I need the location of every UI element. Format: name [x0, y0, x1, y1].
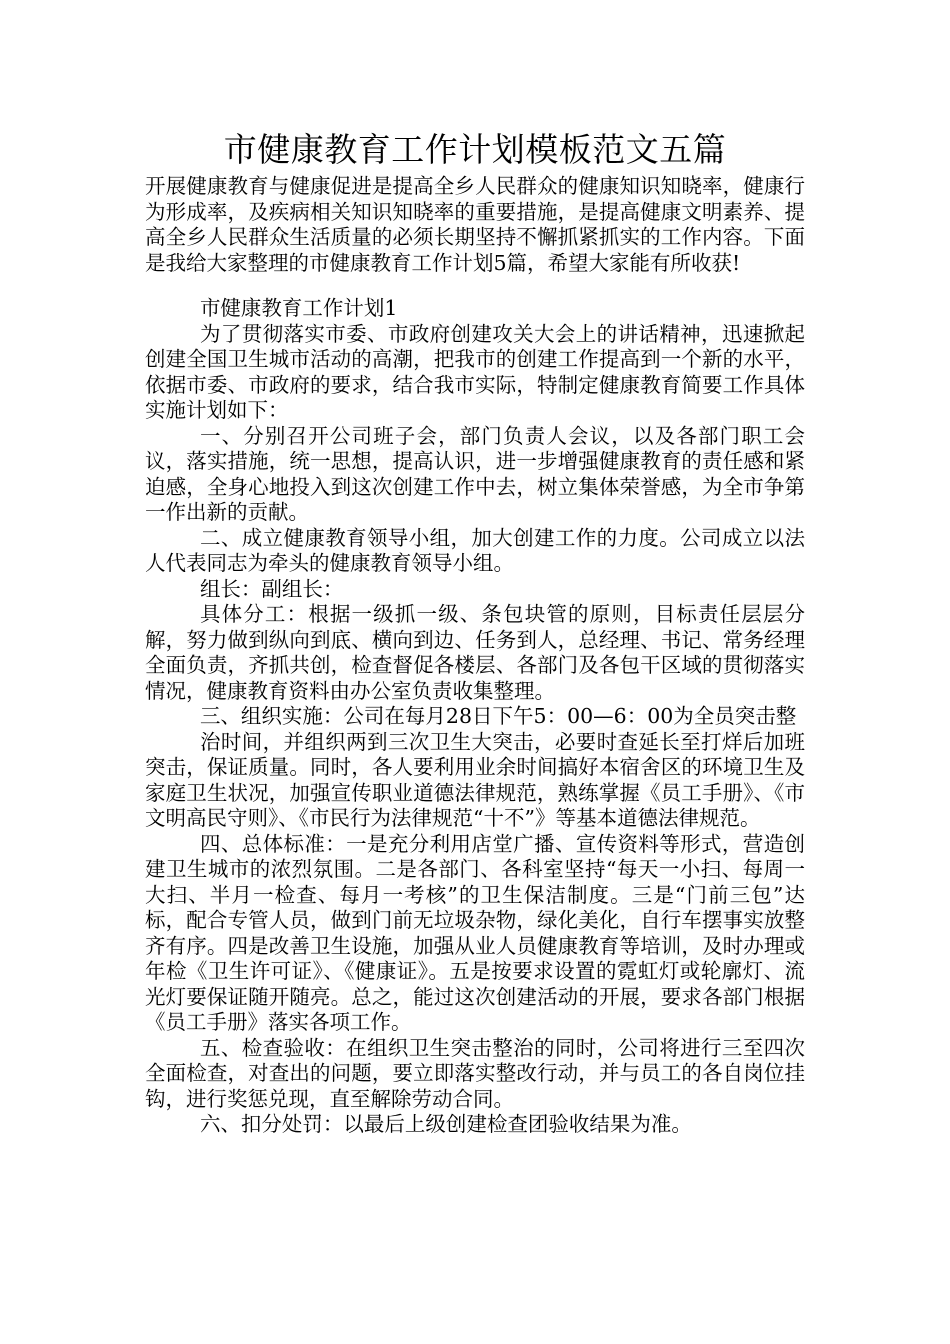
- body-paragraph: 二、成立健康教育领导小组，加大创建工作的力度。公司成立以法人代表同志为牵头的健康教育领导小组。: [145, 525, 805, 575]
- section-heading: 市健康教育工作计划1: [199, 296, 398, 320]
- body-paragraph: 五、检查验收：在组织卫生突击整治的同时，公司将进行三至四次全面检查，对查出的问题，要立即落实整改行动，并与员工的各自岗位挂钩，进行奖惩兑现，直至解除劳动合同。: [145, 1035, 805, 1111]
- body-paragraph: 一、分别召开公司班子会，部门负责人会议，以及各部门职工会议，落实措施，统一思想，提高认识，进一步增强健康教育的责任感和紧迫感，全身心地投入到这次创建工作中去，树立集体荣誉感，为全市争第一作出新的贡献。: [145, 423, 805, 524]
- body-paragraph: 具体分工：根据一级抓一级、条包块管的原则，目标责任层层分解，努力做到纵向到底、横向到边、任务到人，总经理、书记、常务经理全面负责，齐抓共创，检查督促各楼层、各部门及各包干区域的贯彻落实情况，健康教育资料由办公室负责收集整理。: [145, 602, 805, 703]
- intro-paragraph: 开展健康教育与健康促进是提高全乡人民群众的健康知识知晓率，健康行为形成率，及疾病相关知识知晓率的重要措施，是提高健康文明素养、提高全乡人民群众生活质量的必须长期坚持不懈抓紧抓实的工作内容。下面是我给大家整理的市健康教育工作计划5篇，希望大家能有所收获!: [145, 174, 805, 275]
- body-paragraph: 四、总体标准：一是充分利用店堂广播、宣传资料等形式，营造创建卫生城市的浓烈氛围。二是各部门、各科室坚持“每天一小扫、每周一大扫、半月一检查、每月一考核”的卫生保洁制度。三是“门前三包”达标，配合专管人员，做到门前无垃圾杂物，绿化美化，自行车摆事实放整齐有序。四是改善卫生设施，加强从业人员健康教育等培训，及时办理或年检《卫生许可证》、《健康证》。五是按要求设置的霓虹灯或轮廓灯、流光灯要保证随开随亮。总之，能过这次创建活动的开展，要求各部门根据《员工手册》落实各项工作。: [145, 831, 805, 1034]
- body-paragraph: 三、组织实施：公司在每月28日下午5：00—6：00为全员突击整: [199, 704, 797, 728]
- document-title: 市健康教育工作计划模板范文五篇: [223, 130, 727, 169]
- body-paragraph: 治时间，并组织两到三次卫生大突击，必要时查延长至打烊后加班突击，保证质量。同时，各人要利用业余时间搞好本宿舍区的环境卫生及家庭卫生状况，加强宣传职业道德法律规范，熟练掌握《员工手册》、《市文明高民守则》、《市民行为法律规范“十不”》等基本道德法律规范。: [145, 729, 805, 830]
- body-paragraph: 为了贯彻落实市委、市政府创建攻关大会上的讲话精神，迅速掀起创建全国卫生城市活动的高潮，把我市的创建工作提高到一个新的水平，依据市委、市政府的要求，结合我市实际，特制定健康教育简要工作具体实施计划如下：: [145, 321, 805, 422]
- body-paragraph: 组长：副组长：: [199, 576, 344, 601]
- document-body: [145, 174, 805, 1138]
- body-paragraph: 六、扣分处罚：以最后上级创建检查团验收结果为准。: [199, 1112, 692, 1136]
